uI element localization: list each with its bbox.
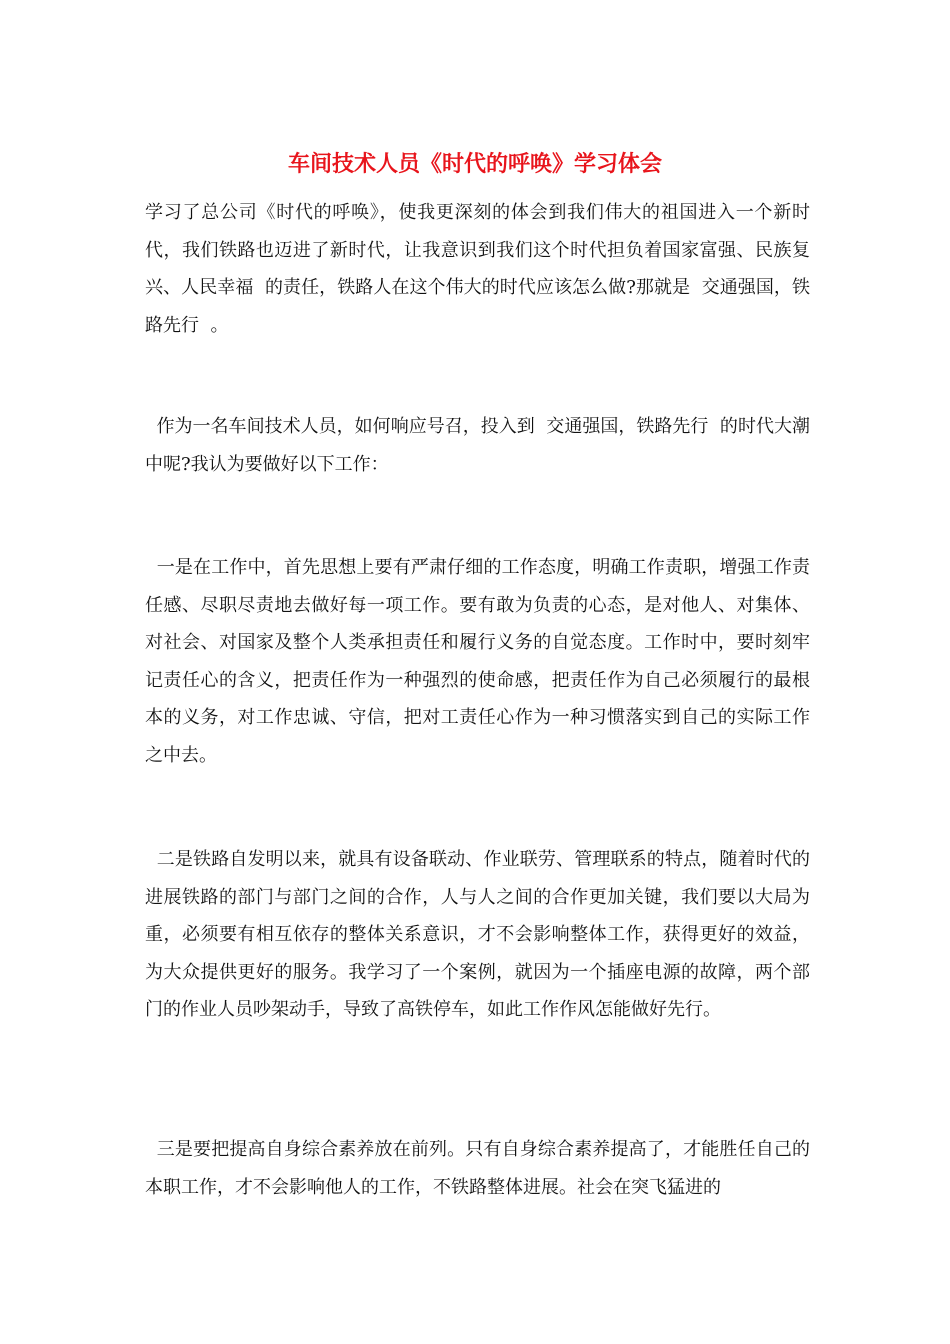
paragraph-point-two: 二是铁路自发明以来，就具有设备联动、作业联劳、管理联系的特点，随着时代的进展铁路的部门与部门之间的合作，人与人之间的合作更加关键，我们要以大局为重，必须要有相互依存的整体关系意识，才不会影响整体工作，获得更好的效益，为大众提供更好的服务。我学习了一个案例，就因为一个插座电源的故障，两个部门的作业人员吵架动手，导致了高铁停车，如此工作作风怎能做好先行。 (145, 849, 810, 1020)
document-title: 车间技术人员《时代的呼唤》学习体会 (287, 152, 662, 177)
paragraph-question: 作为一名车间技术人员，如何响应号召，投入到 交通强国，铁路先行 的时代大潮中呢?我认为要做好以下工作： (145, 416, 810, 475)
paragraph-point-three: 三是要把提高自身综合素养放在前列。只有自身综合素养提高了，才能胜任自己的本职工作，才不会影响他人的工作，不铁路整体进展。社会在突飞猛进的 (145, 1139, 810, 1198)
paragraph-intro: 学习了总公司《时代的呼唤》，使我更深刻的体会到我们伟大的祖国进入一个新时代，我们铁路也迈进了新时代，让我意识到我们这个时代担负着国家富强、民族复兴、人民幸福 的责任，铁路人在这个伟大的时代应该怎么做?那就是 交通强国，铁路先行 。 (145, 202, 810, 336)
paragraph-point-one: 一是在工作中，首先思想上要有严肃仔细的工作态度，明确工作责职，增强工作责任感、尽职尽责地去做好每一项工作。要有敢为负责的心态，是对他人、对集体、对社会、对国家及整个人类承担责任和履行义务的自觉态度。工作时中，要时刻牢记责任心的含义，把责任作为一种强烈的使命感，把责任作为自己必须履行的最根本的义务，对工作忠诚、守信，把对工责任心作为一种习惯落实到自己的实际工作之中去。 (145, 557, 810, 766)
